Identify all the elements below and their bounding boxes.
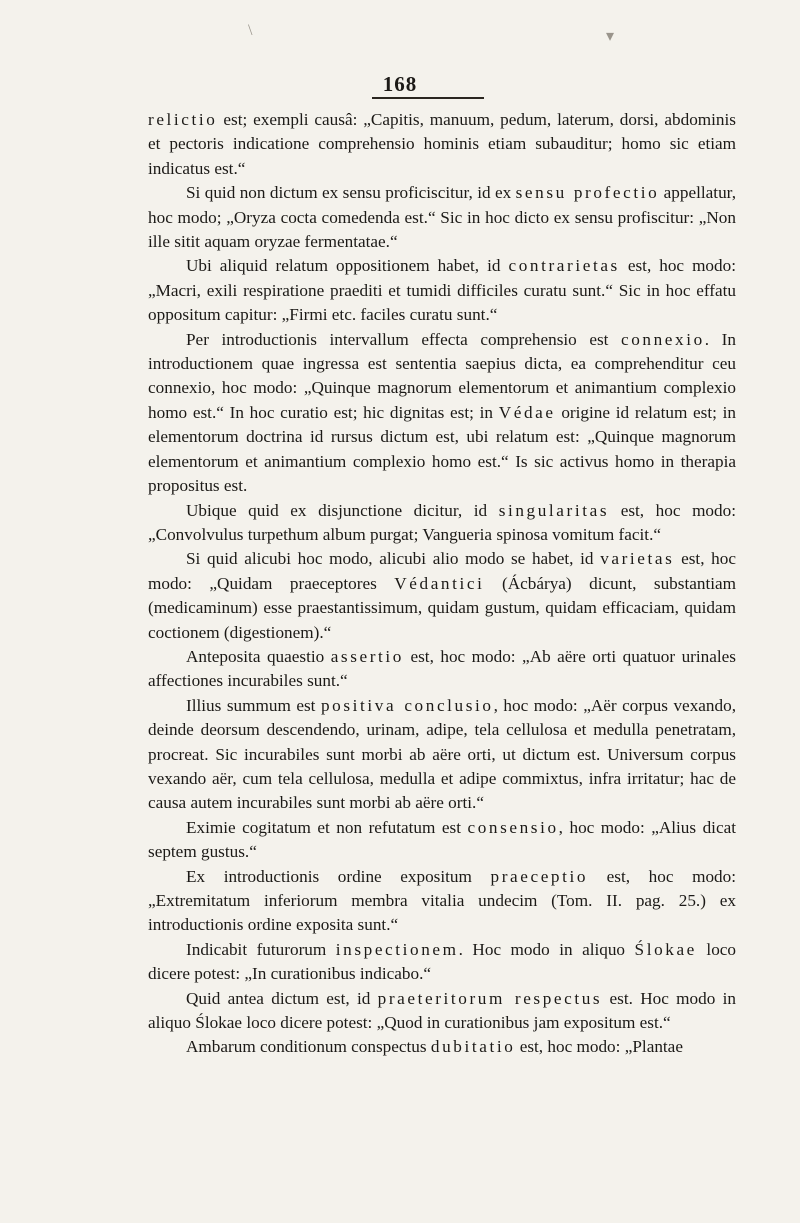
text-run: loco dicere potest: „In curationibus indicabo.“ (148, 939, 737, 984)
spaced-term: Védantici (394, 573, 485, 593)
spaced-term: praeceptio (490, 866, 589, 886)
paragraph (148, 1035, 736, 1059)
paragraph (148, 328, 736, 499)
text-run: Ubi aliquid relatum oppositionem habet, id (186, 256, 509, 276)
text-run: Indicabit futurorum (186, 939, 336, 959)
body-text (148, 108, 736, 1060)
spaced-term: inspectionem (335, 939, 459, 959)
text-run: , hoc modo: „Alius dicat septem gustus.“ (148, 817, 736, 862)
spaced-term: connexio (620, 329, 705, 349)
page-number-rule (372, 97, 484, 99)
text-run: est, hoc modo: „Quidam praeceptores (148, 549, 736, 593)
text-run: est; exempli causâ: „Capitis, manuum, pedum, laterum, dorsi, abdominis et pectoris indicatione comprehensio hominis etiam subauditur; homo sic etiam indicatus est.“ (148, 110, 736, 178)
text-run: Anteposita quaestio (186, 646, 331, 666)
paragraph (148, 547, 736, 645)
paragraph (148, 694, 736, 816)
text-run: est, hoc modo: „Convolvulus turpethum album purgat; Vangueria spinosa vomitum facit.“ (148, 500, 736, 544)
text-run: appellatur, hoc modo; „Oryza cocta comedenda est.“ Sic in hoc dicto ex sensu profiscitur: „Non ille sitit aquam oryzae fermentatae.“ (148, 183, 737, 252)
print-mark-right: ▾ (606, 28, 615, 45)
spaced-term: assertio (330, 646, 405, 666)
spaced-term: relictio (148, 110, 218, 129)
text-run: Eximie cogitatum et non refutatum est (186, 817, 468, 837)
paragraph (148, 865, 736, 938)
spaced-term: Védae (498, 402, 556, 422)
paragraph (148, 254, 736, 327)
page-number: 168 (382, 72, 418, 96)
spaced-term: positiva conclusio (320, 695, 494, 715)
text-run: Si quid alicubi hoc modo, alicubi alio modo se habet, id (186, 549, 601, 569)
spaced-term: contrarietas (508, 256, 620, 276)
paragraph (148, 987, 736, 1036)
text-run: , hoc modo: „Aër corpus vexando, deinde deorsum descendendo, urinam, adipe, tela cellulosa et medulla penetratam, procreat. Sic incurabiles sunt morbi ab aëre orti, ut dictum est. Universum corpus vexando aër, cum tela cellulosa, medulla et adipe commixtus, infra irritatur; hac de causa autem incurabiles sunt morbi ab aëre orti.“ (148, 695, 736, 813)
print-mark-left: \ (248, 22, 253, 39)
paragraph (148, 816, 736, 865)
text-run: . Hoc modo in aliquo (458, 939, 635, 959)
text-run: Si quid non dictum ex sensu proficiscitur, id ex (186, 183, 516, 203)
spaced-term: varietas (600, 549, 675, 569)
text-run: Illius summum est (186, 695, 321, 715)
text-run: est, hoc modo: „Plantae (515, 1037, 683, 1057)
paragraph (148, 938, 736, 987)
spaced-term: dubitatio (430, 1037, 516, 1057)
text-run: Ex introductionis ordine expositum (186, 866, 491, 886)
text-run: Quid antea dictum est, id (186, 988, 378, 1008)
spaced-term: Ślokae (634, 939, 697, 959)
spaced-term: singularitas (498, 500, 610, 520)
text-run: Ambarum conditionum conspectus (186, 1037, 431, 1057)
text-run: Per introductionis intervallum effecta comprehensio est (186, 329, 621, 349)
paragraph (148, 499, 736, 548)
spaced-term: consensio (467, 817, 559, 837)
text-run: est, hoc modo: „Extremitatum inferiorum membra vitalia undecim (Tom. II. pag. 25.) ex introductionis ordine exposita sunt.“ (148, 866, 737, 935)
spaced-term: sensu profectio (515, 183, 660, 203)
paragraph (148, 108, 736, 181)
spaced-term: praeteritorum respectus (377, 988, 603, 1008)
text-run: est. Hoc modo in aliquo Ślokae loco dicere potest: „Quod in curationibus jam expositum est.“ (148, 988, 736, 1033)
text-run: est, hoc modo: „Ab aëre orti quatuor urinales affectiones incurabiles sunt.“ (148, 646, 736, 691)
text-run: . In introductionem quae ingressa est sententia saepius dicta, ea comprehenditur ceu connexio, hoc modo: „Quinque magnorum elementorum et animantium complexio homo est.“ In hoc curatio est; hic dignitas est; in (148, 329, 736, 422)
paragraph (148, 645, 736, 694)
text-run: origine id relatum est; in elementorum doctrina id rursus dictum est, ubi relatum est: „Quinque magnorum elementorum et animantium complexio homo est.“ Is sic activus homo in therapia propositus est. (148, 402, 736, 496)
text-run: est, hoc modo: „Macri, exili respiratione praediti et tumidi difficiles curatu sunt.“ Sic in hoc effatu oppositum capitur: „Firmi etc. faciles curatu sunt.“ (148, 256, 736, 325)
text-run: (Ácbárya) dicunt, substantiam (medicaminum) esse praestantissimum, quidam gustum, quidam efficaciam, quidam coctionem (digestionem).“ (148, 573, 737, 642)
paragraph (148, 181, 736, 254)
text-run: Ubique quid ex disjunctione dicitur, id (186, 500, 499, 520)
